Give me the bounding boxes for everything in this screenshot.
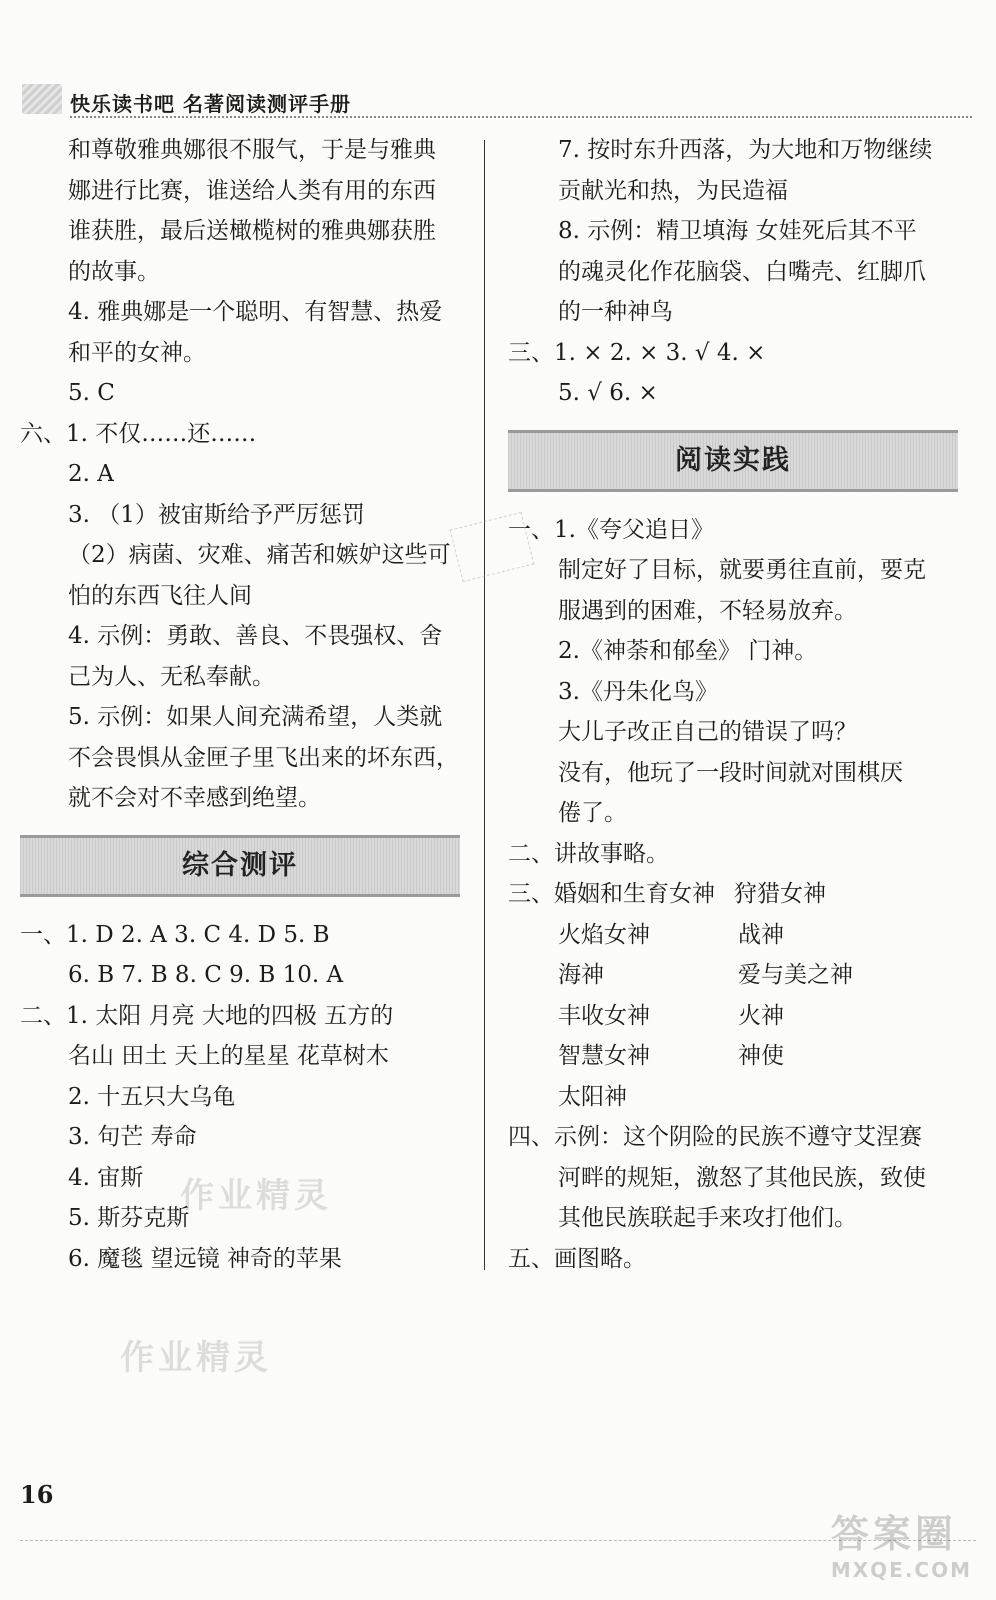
answer-line: 2.《神荼和郁垒》 门神。 (558, 638, 818, 664)
answer-line: 己为人、无私奉献。 (68, 663, 275, 690)
gods-row (508, 955, 958, 996)
answer-line: 名山 田土 天上的星星 花草树木 (68, 1043, 389, 1069)
answer-line: 6. 魔毯 望远镜 神奇的苹果 (68, 1245, 342, 1272)
answer-line: 一、1. D 2. A 3. C 4. D 5. B (20, 921, 330, 948)
answer-line: 3.《丹朱化鸟》 (558, 678, 718, 705)
answer-line: 一、1.《夸父追日》 (508, 516, 714, 543)
watermark-text: 作业精灵 (180, 1176, 332, 1216)
answer-line: 的魂灵化作花脑袋、白嘴壳、红脚爪 (558, 258, 926, 285)
god-name: 爱与美之神 (738, 962, 853, 988)
section-banner-label: 阅读实践 (675, 444, 791, 476)
answer-line: 3. （1）被宙斯给予严厉惩罚 (68, 501, 365, 528)
answer-line: 6. B 7. B 8. C 9. B 10. A (68, 962, 344, 988)
gods-label: 三、 (508, 881, 554, 907)
answer-line: 2. A (68, 461, 114, 487)
answer-line: 二、讲故事略。 (508, 840, 669, 867)
god-name: 丰收女神 (558, 1002, 650, 1029)
gods-row (508, 915, 958, 956)
answer-line: 其他民族联起手来攻打他们。 (558, 1205, 857, 1231)
answer-line: 不会畏惧从金匣子里飞出来的坏东西， (68, 744, 459, 771)
answer-line: 5. C (68, 380, 115, 406)
answer-line: （2）病菌、灾难、痛苦和嫉妒这些可 (68, 542, 451, 568)
column-divider (484, 140, 485, 1270)
corner-watermark-url: MXQE.COM (830, 1558, 972, 1582)
answer-line: 和平的女神。 (68, 339, 206, 366)
answer-line: 五、画图略。 (508, 1245, 646, 1272)
god-name: 智慧女神 (558, 1043, 650, 1069)
answer-line: 4. 雅典娜是一个聪明、有智慧、热爱 (68, 299, 443, 325)
page-header (22, 84, 972, 120)
answer-line: 谁获胜，最后送橄榄树的雅典娜获胜 (68, 218, 436, 244)
god-name: 战神 (738, 921, 784, 948)
answer-line: 没有，他玩了一段时间就对围棋厌 (558, 759, 903, 786)
answer-line: 就不会对不幸感到绝望。 (68, 785, 321, 811)
answer-line: 的一种神鸟 (558, 299, 673, 325)
answer-line: 大儿子改正自己的错误了吗？ (558, 719, 857, 745)
corner-watermark-logo (831, 1503, 972, 1582)
god-name: 神使 (738, 1043, 784, 1069)
god-name: 狩猎女神 (734, 881, 826, 907)
section-banner-comprehensive (20, 835, 460, 897)
watermark-text: 作业精灵 (120, 1338, 272, 1378)
answer-line: 7. 按时东升西落，为大地和万物继续 (558, 137, 933, 163)
answer-line: 制定好了目标，就要勇往直前，要克 (558, 557, 926, 583)
section-banner-label: 综合测评 (182, 849, 298, 881)
page-number: 16 (20, 1480, 54, 1509)
answer-line: 娜进行比赛，谁送给人类有用的东西 (68, 177, 436, 204)
god-name: 海神 (558, 962, 604, 988)
right-column (508, 130, 958, 1279)
gods-row (508, 874, 958, 915)
answer-line: 六、1. 不仅……还…… (20, 420, 257, 447)
gods-row (508, 1036, 958, 1077)
section-banner-reading-practice (508, 430, 958, 492)
book-logo-icon (22, 84, 62, 114)
header-title: 快乐读书吧 名著阅读测评手册 (70, 92, 351, 116)
answer-line: 四、示例：这个阴险的民族不遵守艾涅赛 (508, 1124, 922, 1150)
answer-line: 的故事。 (68, 258, 160, 285)
answer-line: 4. 示例：勇敢、善良、不畏强权、舍 (68, 623, 443, 649)
answer-line: 3. 句芒 寿命 (68, 1124, 197, 1150)
answer-line: 三、1. × 2. × 3. √ 4. × (508, 339, 766, 366)
answer-line: 二、1. 太阳 月亮 大地的四极 五方的 (20, 1002, 394, 1029)
answer-line: 服遇到的困难，不轻易放弃。 (558, 597, 857, 624)
left-column (20, 130, 460, 1279)
gods-row (508, 996, 958, 1037)
god-name: 太阳神 (558, 1083, 627, 1110)
answer-line: 4. 宙斯 (68, 1164, 144, 1191)
god-name: 婚姻和生育女神 (554, 881, 715, 907)
answer-line: 5. √ 6. × (558, 380, 658, 406)
corner-watermark-text: 答案圈 (830, 1512, 957, 1556)
answer-line: 倦了。 (558, 800, 627, 826)
answer-line: 怕的东西飞往人间 (68, 582, 252, 609)
answer-line: 8. 示例：精卫填海 女娃死后其不平 (558, 218, 917, 244)
answer-line: 和尊敬雅典娜很不服气，于是与雅典 (68, 137, 436, 163)
answer-line: 贡献光和热，为民造福 (558, 177, 788, 204)
answer-line: 河畔的规矩，激怒了其他民族，致使 (558, 1164, 926, 1191)
gods-row (508, 1077, 958, 1118)
answer-line: 5. 斯芬克斯 (68, 1205, 190, 1231)
header-rule (70, 116, 972, 118)
god-name: 火焰女神 (558, 921, 650, 948)
answer-line: 5. 示例：如果人间充满希望，人类就 (68, 704, 443, 730)
god-name: 火神 (738, 1002, 784, 1029)
answer-line: 2. 十五只大乌龟 (68, 1083, 236, 1110)
